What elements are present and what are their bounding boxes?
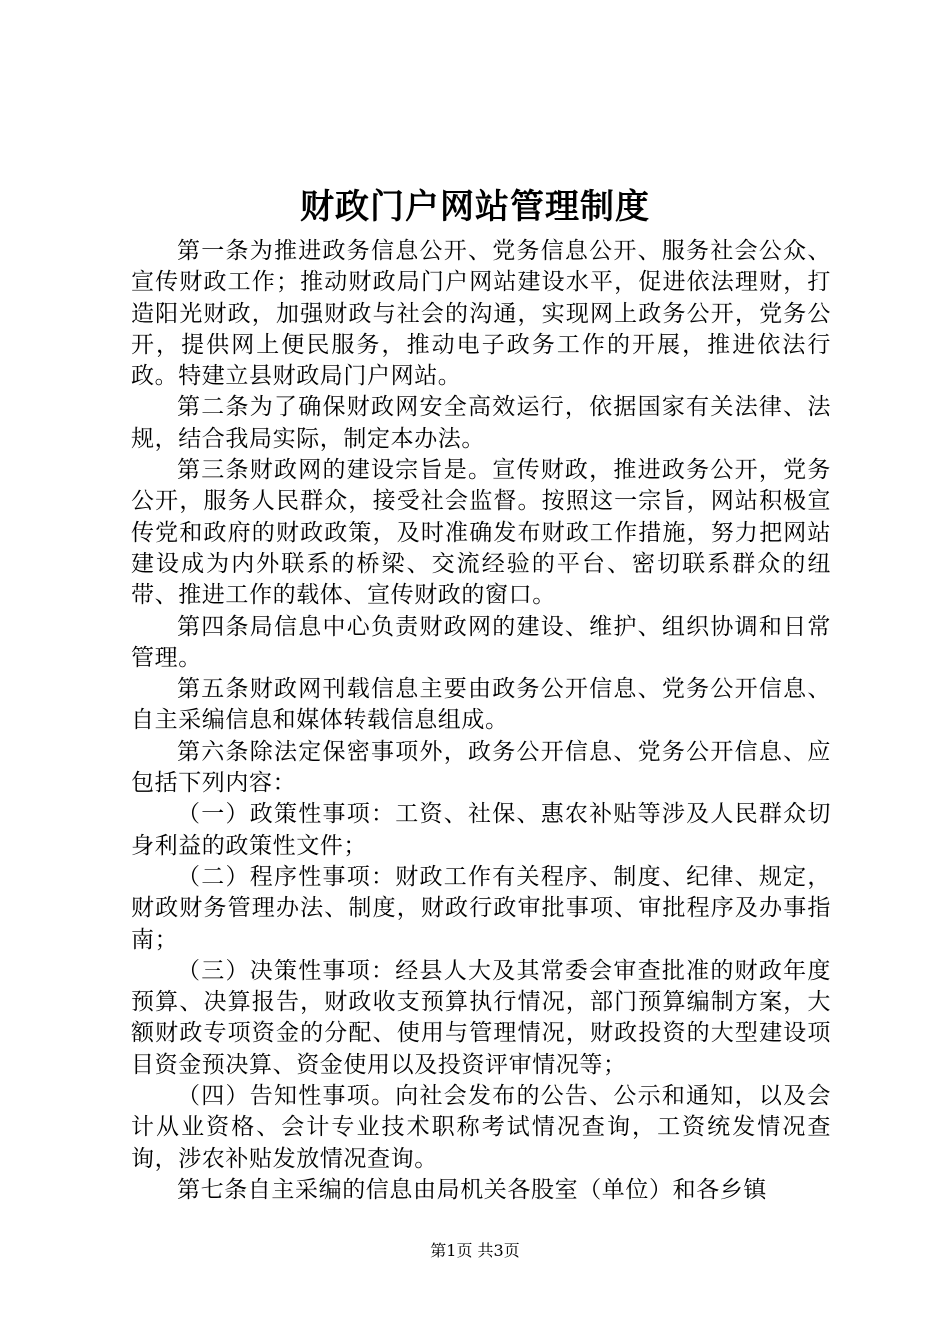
paragraph-article-2: 第二条为了确保财政网安全高效运行，依据国家有关法律、法规，结合我局实际，制定本办法。: [131, 394, 831, 452]
paragraph-article-7: 第七条自主采编的信息由局机关各股室（单位）和各乡镇: [177, 1176, 767, 1203]
paragraph-article-1: 第一条为推进政务信息公开、党务信息公开、服务社会公众、宣传财政工作；推动财政局门户网站建设水平，促进依法理财，打造阳光财政，加强财政与社会的沟通，实现网上政务公开，党务公开，提供网上便民服务，推动电子政务工作的开展，推进依法行政。特建立县财政局门户网站。: [131, 238, 831, 390]
document-body: [131, 236, 831, 1206]
paragraph-article-4: 第四条局信息中心负责财政网的建设、维护、组织协调和日常管理。: [131, 613, 831, 671]
paragraph-item-1: （一）政策性事项：工资、社保、惠农补贴等涉及人民群众切身利益的政策性文件；: [131, 801, 831, 859]
page-number-footer: 第1页 共3页: [430, 1241, 520, 1260]
paragraph-item-3: （三）决策性事项：经县人大及其常委会审查批准的财政年度预算、决算报告，财政收支预算执行情况，部门预算编制方案，大额财政专项资金的分配、使用与管理情况，财政投资的大型建设项目资金预决算、资金使用以及投资评审情况等；: [131, 957, 831, 1078]
paragraph-article-5: 第五条财政网刊载信息主要由政务公开信息、党务公开信息、自主采编信息和媒体转载信息组成。: [131, 676, 831, 734]
paragraph-item-4: （四）告知性事项。向社会发布的公告、公示和通知，以及会计从业资格、会计专业技术职称考试情况查询，工资统发情况查询，涉农补贴发放情况查询。: [131, 1083, 831, 1172]
paragraph-article-6: 第六条除法定保密事项外，政务公开信息、党务公开信息、应包括下列内容：: [131, 738, 831, 797]
document-title: 财政门户网站管理制度: [300, 187, 650, 227]
paragraph-item-2: （二）程序性事项：财政工作有关程序、制度、纪律、规定，财政财务管理办法、制度，财政行政审批事项、审批程序及办事指南；: [131, 863, 831, 953]
paragraph-article-3: 第三条财政网的建设宗旨是。宣传财政，推进政务公开，党务公开，服务人民群众，接受社会监督。按照这一宗旨，网站积极宣传党和政府的财政政策，及时准确发布财政工作措施，努力把网站建设成为内外联系的桥梁、交流经验的平台、密切联系群众的纽带、推进工作的载体、宣传财政的窗口。: [131, 457, 831, 609]
